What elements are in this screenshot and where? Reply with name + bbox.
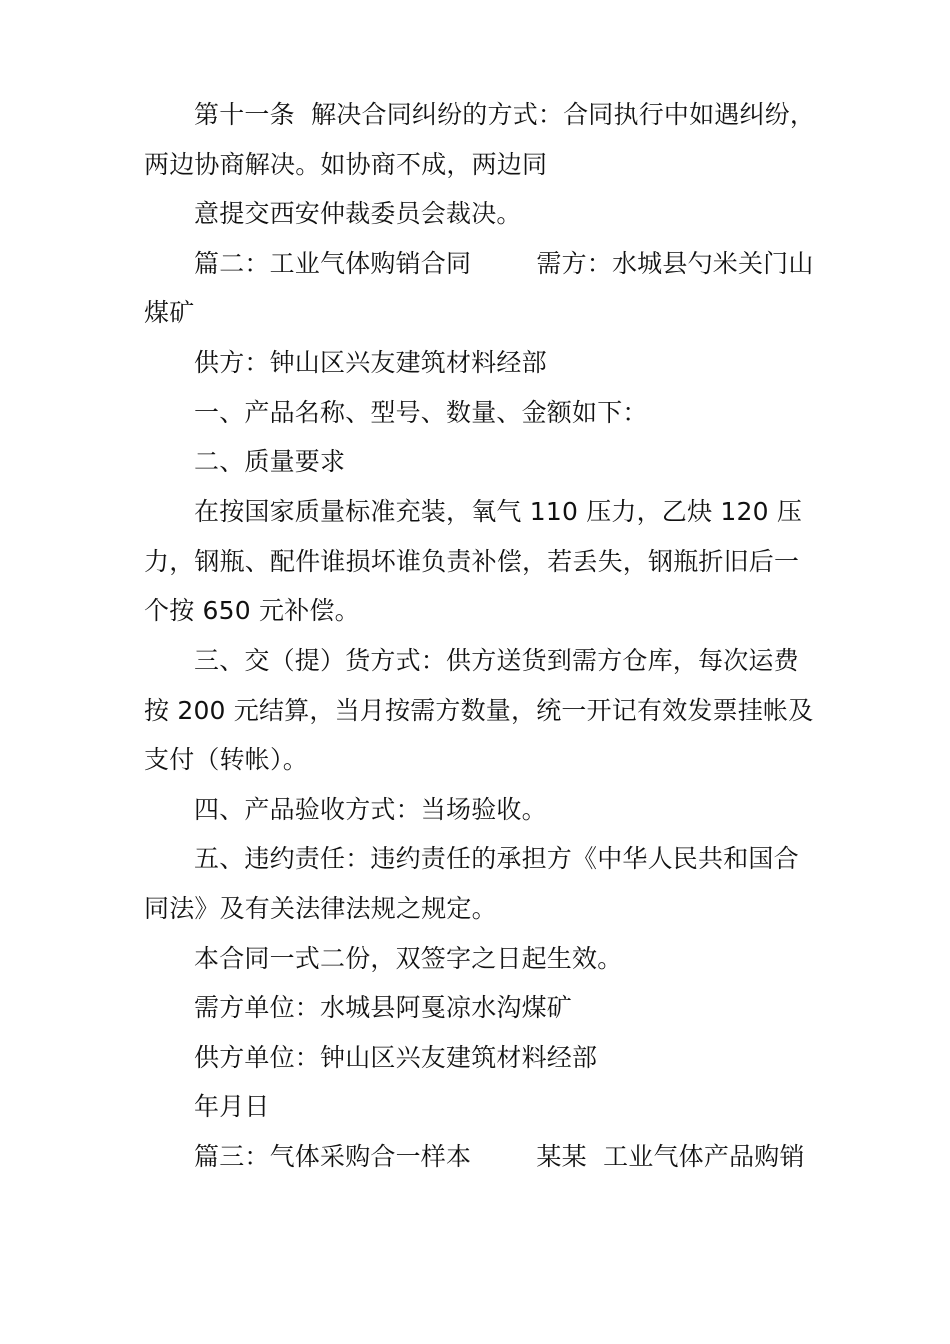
text-line: 煤矿 [144, 298, 195, 327]
text-line: 按 200 元结算，当月按需方数量，统一开记有效发票挂帐及 [144, 696, 814, 725]
text-line: 个按 650 元补偿。 [144, 596, 360, 625]
text-line: 篇二：工业气体购销合同 需方：水城县勺米关门山 [194, 249, 814, 278]
text-line: 两边协商解决。如协商不成，两边同 [144, 150, 548, 179]
text-line: 第十一条 解决合同纠纷的方式：合同执行中如遇纠纷， [194, 100, 816, 129]
text-line: 年月日 [194, 1092, 270, 1121]
text-line: 篇三：气体采购合一样本 某某 工业气体产品购销 [194, 1142, 805, 1171]
text-line: 意提交西安仲裁委员会裁决。 [194, 199, 522, 228]
text-line: 三、交（提）货方式：供方送货到需方仓库，每次运费 [194, 646, 799, 675]
text-line: 力，钢瓶、配件谁损坏谁负责补偿，若丢失，钢瓶折旧后一 [144, 547, 800, 576]
text-line: 五、违约责任：违约责任的承担方《中华人民共和国合 [194, 844, 799, 873]
text-line: 支付（转帐）。 [144, 745, 308, 774]
text-line: 一、产品名称、型号、数量、金额如下： [194, 398, 648, 427]
text-line: 供方单位：钟山区兴友建筑材料经部 [194, 1043, 598, 1072]
text-line: 本合同一式二份，双签字之日起生效。 [194, 944, 623, 973]
text-line: 二、质量要求 [194, 447, 346, 476]
text-line: 需方单位：水城县阿戛凉水沟煤矿 [194, 993, 573, 1022]
text-line: 四、产品验收方式：当场验收。 [194, 795, 547, 824]
text-line: 供方：钟山区兴友建筑材料经部 [194, 348, 547, 377]
text-line: 在按国家质量标准充装，氧气 110 压力，乙炔 120 压 [194, 497, 803, 526]
text-line: 同法》及有关法律法规之规定。 [144, 894, 497, 923]
